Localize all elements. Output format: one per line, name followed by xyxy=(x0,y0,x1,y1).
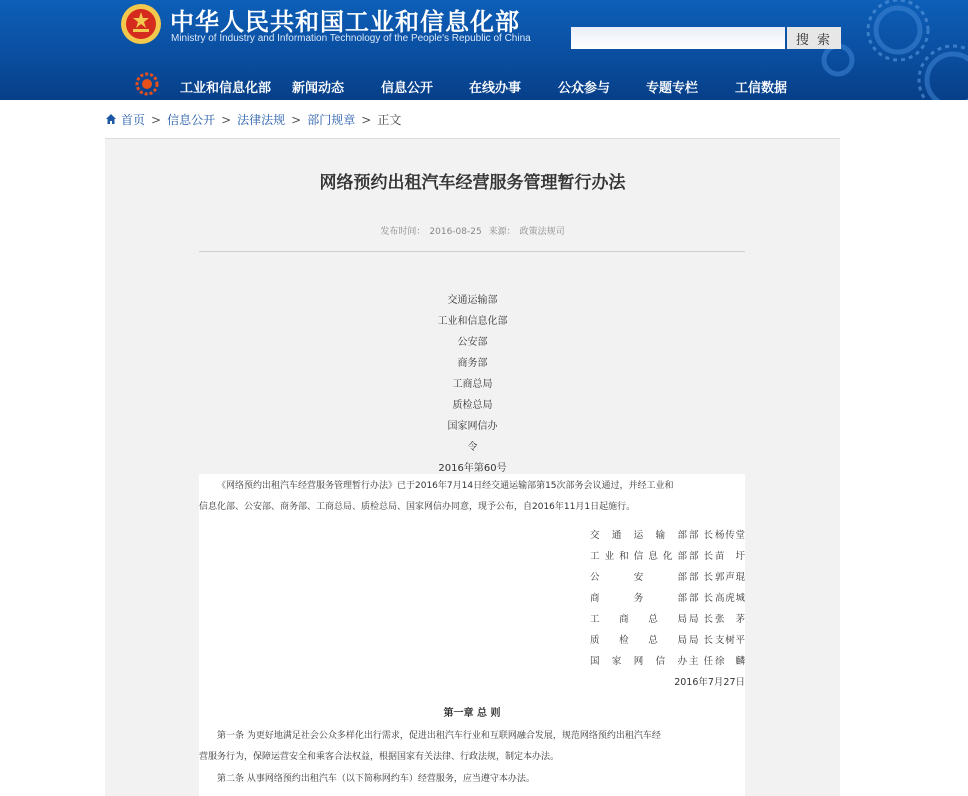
signature-office: 商 务 部 xyxy=(590,593,687,604)
signature-row xyxy=(199,548,745,568)
divider xyxy=(199,251,745,252)
issuer-line: 工商总局 xyxy=(452,379,493,390)
national-emblem-icon xyxy=(119,2,163,46)
breadcrumb-separator: > xyxy=(361,113,372,127)
article-body xyxy=(199,474,745,796)
signature-name: 支 树 平 xyxy=(715,635,745,646)
signature-role: 部 长 xyxy=(689,530,713,541)
signature-office: 工 业 和 信 息 化 部 xyxy=(590,551,687,562)
breadcrumb-rules[interactable]: 部门规章 xyxy=(307,113,356,127)
signature-name: 苗 圩 xyxy=(715,551,745,562)
nav-item-miit[interactable]: 工业和信息化部 xyxy=(180,81,272,96)
site-subtitle: Ministry of Industry and Information Technology of the People's Republic of China xyxy=(171,33,531,44)
nav-item-info[interactable]: 信息公开 xyxy=(381,81,434,96)
nav-item-news[interactable]: 新闻动态 xyxy=(292,81,345,96)
order-number: 2016年第60号 xyxy=(438,463,507,474)
site-title[interactable]: 中华人民共和国工业和信息化部 xyxy=(170,8,520,36)
issuer-line: 交通运输部 xyxy=(447,295,498,306)
signature-row xyxy=(199,611,745,631)
signature-row xyxy=(199,569,745,589)
signature-row xyxy=(199,527,745,547)
home-icon[interactable] xyxy=(105,113,117,125)
nav-item-public[interactable]: 公众参与 xyxy=(558,81,611,96)
issuer-line: 商务部 xyxy=(457,358,488,369)
issuer-line: 质检总局 xyxy=(452,400,493,411)
article-panel xyxy=(105,138,840,796)
search-input[interactable] xyxy=(571,27,785,49)
issuer-line: 令 xyxy=(467,442,478,453)
issuer-line: 公安部 xyxy=(457,337,488,348)
issuer-line: 国家网信办 xyxy=(447,421,498,432)
signature-office: 国 家 网 信 办 xyxy=(590,656,687,667)
signature-role: 部 长 xyxy=(689,572,713,583)
site-header xyxy=(0,0,968,100)
signature-date: 2016年7月27日 xyxy=(674,677,745,688)
issuer-line: 工业和信息化部 xyxy=(437,316,508,327)
breadcrumb xyxy=(105,111,401,127)
publish-label: 发布时间： xyxy=(380,227,426,237)
article-meta xyxy=(105,224,840,237)
breadcrumb-laws[interactable]: 法律法规 xyxy=(237,113,286,127)
source-label: 来源： xyxy=(488,227,516,237)
breadcrumb-separator: > xyxy=(151,113,162,127)
nav-item-data[interactable]: 工信数据 xyxy=(735,81,788,96)
signature-office: 工 商 总 局 xyxy=(590,614,687,625)
signature-role: 主 任 xyxy=(689,656,713,667)
signature-name: 徐 麟 xyxy=(715,656,745,667)
signature-role: 局 长 xyxy=(689,635,713,646)
gear-pattern-decoration xyxy=(768,0,968,100)
signature-row xyxy=(199,632,745,652)
signature-office: 公 安 部 xyxy=(590,572,687,583)
breadcrumb-info[interactable]: 信息公开 xyxy=(167,113,216,127)
signature-name: 张 茅 xyxy=(715,614,745,625)
intro-paragraph: 《网络预约出租汽车经营服务管理暂行办法》已于2016年7月14日经交通运输部第15次部务会议通过，并经工业和 xyxy=(217,481,674,491)
gear-logo-icon[interactable] xyxy=(135,72,159,96)
article-1-cont: 营服务行为，保障运营安全和乘客合法权益，根据国家有关法律、行政法规，制定本办法。 xyxy=(199,752,560,762)
signature-office: 交 通 运 输 部 xyxy=(590,530,687,541)
breadcrumb-current: 正文 xyxy=(377,113,402,127)
article-title: 网络预约出租汽车经营服务管理暂行办法 xyxy=(319,173,626,193)
signature-role: 局 长 xyxy=(689,614,713,625)
signature-role: 部 长 xyxy=(689,551,713,562)
intro-paragraph-cont: 信息化部、公安部、商务部、工商总局、质检总局、国家网信办同意，现予公布，自2016年11月1日起施行。 xyxy=(199,502,636,512)
signature-name: 杨 传 堂 xyxy=(715,530,745,541)
search-button[interactable]: 搜 索 xyxy=(787,27,841,49)
breadcrumb-separator: > xyxy=(221,113,232,127)
article-2: 第二条 从事网络预约出租汽车（以下简称网约车）经营服务，应当遵守本办法。 xyxy=(217,774,535,784)
signature-role: 部 长 xyxy=(689,593,713,604)
chapter-heading: 第一章 总 则 xyxy=(443,708,501,719)
breadcrumb-separator: > xyxy=(291,113,302,127)
nav-item-topics[interactable]: 专题专栏 xyxy=(646,81,699,96)
breadcrumb-home[interactable]: 首页 xyxy=(121,113,146,127)
signature-row xyxy=(199,653,745,673)
signature-name: 郭 声 琨 xyxy=(715,572,745,583)
signature-row xyxy=(199,590,745,610)
nav-item-online[interactable]: 在线办事 xyxy=(469,81,522,96)
article-1: 第一条 为更好地满足社会公众多样化出行需求，促进出租汽车行业和互联网融合发展，规范网络预约出租汽车经 xyxy=(217,731,661,741)
source-value: 政策法规司 xyxy=(519,227,565,237)
signature-office: 质 检 总 局 xyxy=(590,635,687,646)
publish-date: 2016-08-25 xyxy=(429,227,482,237)
signature-name: 高 虎 城 xyxy=(715,593,745,604)
